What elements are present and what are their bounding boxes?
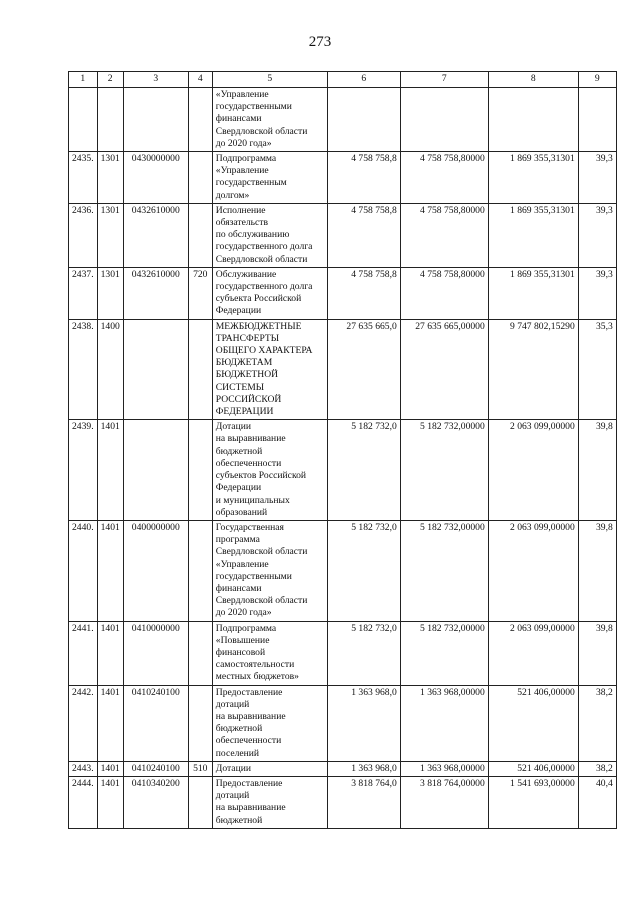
table-row [69, 685, 617, 761]
target-article-cell: 0410240100 [123, 761, 188, 776]
percent-cell: 39,8 [578, 520, 616, 621]
approved-amount-cell [327, 88, 400, 152]
approved-amount-cell: 1 363 968,0 [327, 685, 400, 761]
executed-amount-cell: 1 869 355,31301 [488, 152, 578, 204]
percent-cell: 39,8 [578, 420, 616, 521]
percent-cell: 39,3 [578, 152, 616, 204]
expense-kind-cell [188, 88, 212, 152]
expense-kind-cell [188, 203, 212, 267]
percent-cell: 38,2 [578, 761, 616, 776]
row-number-cell: 2438. [69, 319, 98, 420]
row-number-cell: 2436. [69, 203, 98, 267]
item-name-cell: Дотации [212, 761, 327, 776]
table-row [69, 203, 617, 267]
percent-cell: 39,8 [578, 621, 616, 685]
target-article-cell [123, 88, 188, 152]
expense-kind-cell [188, 520, 212, 621]
row-number-cell: 2443. [69, 761, 98, 776]
item-name-cell: Исполнение обязательств по обслуживанию государственного долга Свердловской области [212, 203, 327, 267]
column-header: 9 [578, 72, 616, 88]
executed-amount-cell: 521 406,00000 [488, 761, 578, 776]
page-number: 273 [308, 34, 332, 50]
approved-amount-cell: 4 758 758,8 [327, 152, 400, 204]
table-row [69, 520, 617, 621]
expense-kind-cell [188, 776, 212, 828]
expense-kind-cell [188, 621, 212, 685]
expense-kind-cell: 510 [188, 761, 212, 776]
approved-amount-cell: 3 818 764,0 [327, 776, 400, 828]
expense-kind-cell [188, 152, 212, 204]
table-body [69, 88, 617, 829]
table-row [69, 88, 617, 152]
row-number-cell: 2435. [69, 152, 98, 204]
plan-amount-cell: 5 182 732,00000 [400, 420, 488, 521]
plan-amount-cell: 3 818 764,00000 [400, 776, 488, 828]
executed-amount-cell: 9 747 802,15290 [488, 319, 578, 420]
section-code-cell: 1401 [97, 761, 123, 776]
table-row [69, 267, 617, 319]
target-article-cell: 0410240100 [123, 685, 188, 761]
header-row [69, 72, 617, 88]
item-name-cell: Предоставление дотаций на выравнивание бюджетной обеспеченности поселений [212, 685, 327, 761]
row-number-cell [69, 88, 98, 152]
percent-cell: 40,4 [578, 776, 616, 828]
expense-kind-cell [188, 420, 212, 521]
percent-cell: 35,3 [578, 319, 616, 420]
expense-kind-cell: 720 [188, 267, 212, 319]
item-name-cell: Предоставление дотаций на выравнивание бюджетной [212, 776, 327, 828]
percent-cell: 39,3 [578, 267, 616, 319]
percent-cell: 38,2 [578, 685, 616, 761]
item-name-cell: Дотации на выравнивание бюджетной обеспеченности субъектов Российской Федерации и муниципальных образований [212, 420, 327, 521]
target-article-cell: 0432610000 [123, 267, 188, 319]
percent-cell: 39,3 [578, 203, 616, 267]
approved-amount-cell: 5 182 732,0 [327, 621, 400, 685]
row-number-cell: 2440. [69, 520, 98, 621]
table-row [69, 420, 617, 521]
plan-amount-cell: 4 758 758,80000 [400, 203, 488, 267]
approved-amount-cell: 4 758 758,8 [327, 203, 400, 267]
section-code-cell: 1401 [97, 776, 123, 828]
item-name-cell: Государственная программа Свердловской области «Управление государственными финансами Свердловской области до 2020 года» [212, 520, 327, 621]
item-name-cell: Обслуживание государственного долга субъекта Российской Федерации [212, 267, 327, 319]
plan-amount-cell [400, 88, 488, 152]
table-row [69, 319, 617, 420]
section-code-cell: 1301 [97, 267, 123, 319]
executed-amount-cell: 521 406,00000 [488, 685, 578, 761]
row-number-cell: 2437. [69, 267, 98, 319]
executed-amount-cell: 2 063 099,00000 [488, 621, 578, 685]
table-row [69, 761, 617, 776]
section-code-cell: 1400 [97, 319, 123, 420]
plan-amount-cell: 1 363 968,00000 [400, 761, 488, 776]
section-code-cell: 1301 [97, 152, 123, 204]
approved-amount-cell: 5 182 732,0 [327, 520, 400, 621]
executed-amount-cell: 2 063 099,00000 [488, 520, 578, 621]
target-article-cell [123, 319, 188, 420]
plan-amount-cell: 1 363 968,00000 [400, 685, 488, 761]
plan-amount-cell: 5 182 732,00000 [400, 520, 488, 621]
approved-amount-cell: 4 758 758,8 [327, 267, 400, 319]
item-name-cell: Подпрограмма «Управление государственным долгом» [212, 152, 327, 204]
expense-kind-cell [188, 319, 212, 420]
executed-amount-cell [488, 88, 578, 152]
table-row [69, 152, 617, 204]
executed-amount-cell: 1 869 355,31301 [488, 203, 578, 267]
item-name-cell: МЕЖБЮДЖЕТНЫЕ ТРАНСФЕРТЫ ОБЩЕГО ХАРАКТЕРА БЮДЖЕТАМ БЮДЖЕТНОЙ СИСТЕМЫ РОССИЙСКОЙ ФЕДЕРАЦИИ [212, 319, 327, 420]
row-number-cell: 2444. [69, 776, 98, 828]
section-code-cell: 1401 [97, 420, 123, 521]
approved-amount-cell: 5 182 732,0 [327, 420, 400, 521]
row-number-cell: 2439. [69, 420, 98, 521]
target-article-cell: 0400000000 [123, 520, 188, 621]
plan-amount-cell: 4 758 758,80000 [400, 267, 488, 319]
target-article-cell: 0410000000 [123, 621, 188, 685]
approved-amount-cell: 27 635 665,0 [327, 319, 400, 420]
section-code-cell: 1401 [97, 685, 123, 761]
section-code-cell: 1401 [97, 621, 123, 685]
column-header: 8 [488, 72, 578, 88]
item-name-cell: Подпрограмма «Повышение финансовой самостоятельности местных бюджетов» [212, 621, 327, 685]
plan-amount-cell: 4 758 758,80000 [400, 152, 488, 204]
column-header: 6 [327, 72, 400, 88]
section-code-cell: 1301 [97, 203, 123, 267]
item-name-cell: «Управление государственными финансами Свердловской области до 2020 года» [212, 88, 327, 152]
column-header: 3 [123, 72, 188, 88]
section-code-cell: 1401 [97, 520, 123, 621]
column-header: 7 [400, 72, 488, 88]
expense-kind-cell [188, 685, 212, 761]
table-row [69, 776, 617, 828]
approved-amount-cell: 1 363 968,0 [327, 761, 400, 776]
budget-table [68, 71, 617, 829]
column-header: 2 [97, 72, 123, 88]
target-article-cell [123, 420, 188, 521]
table-row [69, 621, 617, 685]
plan-amount-cell: 5 182 732,00000 [400, 621, 488, 685]
executed-amount-cell: 1 541 693,00000 [488, 776, 578, 828]
column-header: 4 [188, 72, 212, 88]
percent-cell [578, 88, 616, 152]
target-article-cell: 0410340200 [123, 776, 188, 828]
plan-amount-cell: 27 635 665,00000 [400, 319, 488, 420]
section-code-cell [97, 88, 123, 152]
column-header: 1 [69, 72, 98, 88]
column-header: 5 [212, 72, 327, 88]
executed-amount-cell: 2 063 099,00000 [488, 420, 578, 521]
target-article-cell: 0430000000 [123, 152, 188, 204]
row-number-cell: 2442. [69, 685, 98, 761]
target-article-cell: 0432610000 [123, 203, 188, 267]
executed-amount-cell: 1 869 355,31301 [488, 267, 578, 319]
row-number-cell: 2441. [69, 621, 98, 685]
